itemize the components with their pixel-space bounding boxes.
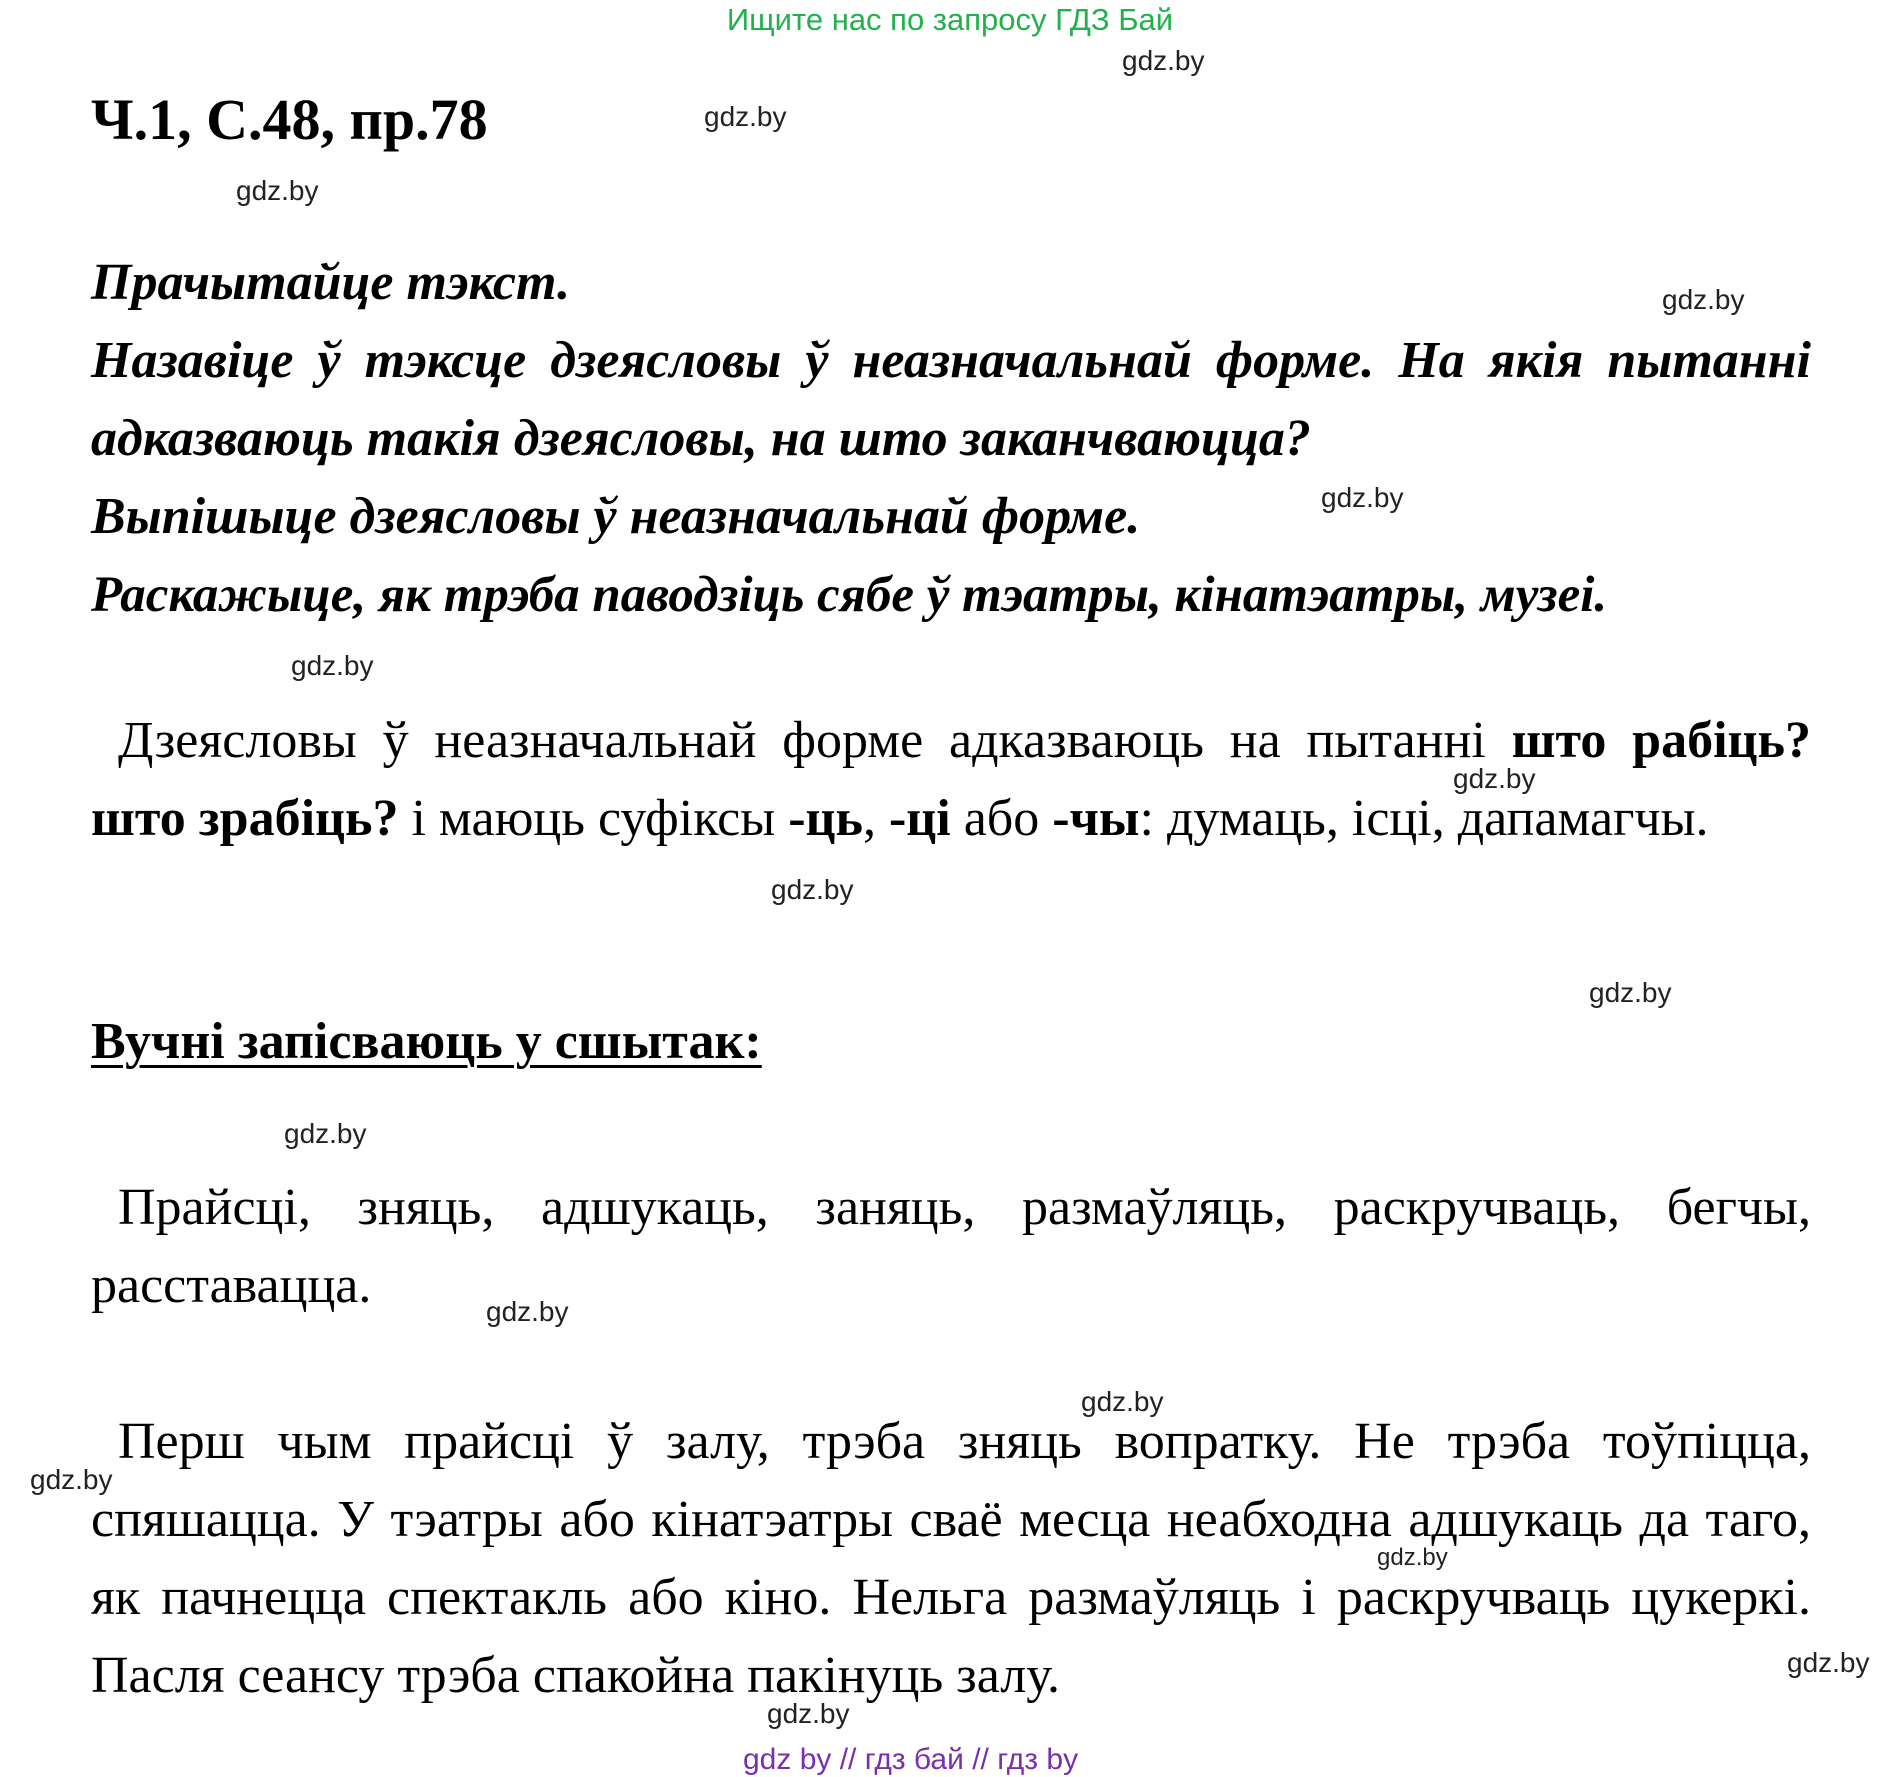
watermark: gdz.by [1081,1386,1164,1417]
suffix-chy: -чы [1052,790,1140,847]
watermark: gdz.by [1662,284,1745,315]
watermark: gdz.by [704,101,787,132]
watermark: gdz.by [1589,977,1672,1008]
answer-text: : думаць, ісці, дапамагчы. [1139,790,1709,847]
answer-paragraph [91,702,1811,858]
watermark: gdz.by [1377,1544,1448,1571]
suffix-tsi: -ці [888,790,951,847]
watermark: gdz.by [236,175,319,206]
watermark: gdz.by [284,1118,367,1149]
suffix-ts: -ць [788,790,863,847]
watermark: gdz.by [1787,1647,1870,1678]
top-banner[interactable]: Ищите нас по запросу ГДЗ Бай [726,2,1174,37]
watermark: gdz.by [291,650,374,681]
footer [0,1743,1900,1776]
watermark: gdz.by [767,1698,850,1729]
watermark: gdz.by [1453,763,1536,794]
task-line-read: Прачытайце тэкст. [91,254,571,311]
task-line-name-verbs: Назавіце ў тэксце дзеясловы ў неазначальнай форме. На якія пытанні адказваюць такія дзеясловы, на што заканчваюцца? [91,332,1811,467]
notebook-heading: Вучні запісваюць у сшытак: [91,1013,762,1070]
answer-text: і маюць суфіксы [398,790,789,847]
task-line-tell: Раскажыце, як трэба паводзіць сябе ў тэатры, кінатэатры, музеі. [91,567,1608,623]
watermark: gdz.by [486,1296,569,1327]
footer-links[interactable]: gdz by // гдз бай // гдз by [743,1743,1079,1776]
watermark: gdz.by [771,874,854,905]
watermark: gdz.by [1321,482,1404,513]
answer-text: Дзеясловы ў неазначальнай форме адказваюць на пытанні [118,712,1512,769]
watermark: gdz.by [30,1464,113,1495]
notebook-verbs: Прайсці, зняць, адшукаць, заняць, размаўляць, раскручваць, бегчы, расставацца. [91,1179,1811,1314]
answer-text: , [862,790,889,847]
notebook-text: Перш чым прайсці ў залу, трэба зняць вопратку. Не трэба тоўпіцца, спяшацца. У тэатры або кінатэатры сваё месца неабходна адшукаць да таго, як пачнецца спектакль або кіно. Нельга размаўляць і раскручваць цукеркі. Пасля сеансу трэба спакойна пакінуць залу. [91,1413,1811,1704]
exercise-heading: Ч.1, С.48, пр.78 [91,87,488,152]
task-line-write-out: Выпішыце дзеясловы ў неазначальнай форме. [91,488,1141,545]
watermark: gdz.by [1122,45,1205,76]
answer-text: або [950,790,1053,847]
answer-questions: што рабіць? што зрабіць? [91,712,1811,847]
